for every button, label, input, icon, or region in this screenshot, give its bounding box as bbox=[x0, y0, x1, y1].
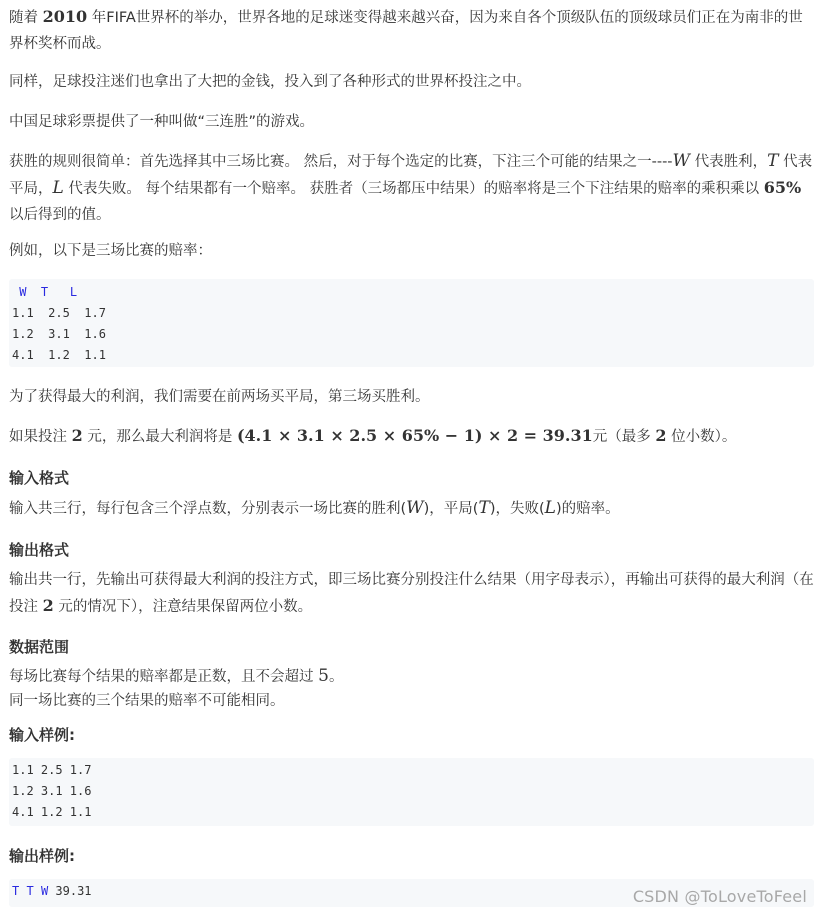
odds-row: 1.1 2.5 1.7 bbox=[12, 306, 106, 320]
profit-formula: (4.1 × 3.1 × 2.5 × 65% − 1) × 2 = 39.31 bbox=[236, 426, 593, 445]
header-l: L bbox=[48, 285, 78, 299]
odds-row: 1.2 3.1 1.6 bbox=[12, 327, 106, 341]
output-format-text: 输出共一行，先输出可获得最大利润的投注方式，即三场比赛分别投注什么结果（用字母表示），再输出可获得的最大利润（在投注 2 元的情况下），注意结果保留两位小数。 bbox=[9, 572, 814, 615]
digits-number: 2 bbox=[655, 426, 667, 445]
odds-example-code bbox=[9, 279, 814, 367]
header-w: W bbox=[12, 285, 27, 299]
sample-input-heading: 输入样例: bbox=[9, 726, 75, 744]
math-l: L bbox=[52, 178, 64, 198]
strategy-paragraph: 为了获得最大的利润，我们需要在前两场买平局，第三场买胜利。 bbox=[9, 389, 430, 405]
percentage: 65% bbox=[763, 178, 802, 197]
sample-output-code: T T W 39.31 bbox=[9, 879, 814, 907]
header-t: T bbox=[26, 285, 49, 299]
csdn-watermark: CSDN @ToLoveToFeel bbox=[632, 887, 807, 906]
stake-number: 2 bbox=[71, 426, 83, 445]
math-w: W bbox=[672, 151, 691, 171]
example-intro: 例如，以下是三场比赛的赔率： bbox=[9, 243, 212, 259]
sample-output-heading: 输出样例: bbox=[9, 847, 75, 865]
data-range-heading: 数据范围 bbox=[9, 638, 70, 656]
math-t: T bbox=[767, 151, 779, 171]
input-format-heading: 输入格式 bbox=[9, 469, 70, 487]
odds-row: 4.1 1.2 1.1 bbox=[12, 348, 106, 362]
intro-paragraph: 随着 2010 年FIFA世界杯的举办，世界各地的足球迷变得越来越兴奋，因为来自各个顶级队伍的顶级球员们正在为南非的世界杯奖杯而战。 bbox=[9, 7, 803, 52]
lottery-paragraph: 中国足球彩票提供了一种叫做“三连胜”的游戏。 bbox=[9, 114, 315, 130]
rules-paragraph: 获胜的规则很简单：首先选择其中三场比赛。 然后，对于每个选定的比赛，下注三个可能的结果之一----W 代表胜利，T 代表平局，L 代表失败。 每个结果都有一个赔率。 获胜者（三场都压中结果）的赔率将是三个下注结果的赔率的乘积乘以 65% 以后得到的值。 bbox=[9, 151, 813, 223]
data-range-text: 每场比赛每个结果的赔率都是正数，且不会超过 5。 同一场比赛的三个结果的赔率不可能相同。 bbox=[9, 666, 344, 709]
output-format-heading: 输出格式 bbox=[9, 541, 70, 559]
betting-paragraph: 同样，足球投注迷们也拿出了大把的金钱，投入到了各种形式的世界杯投注之中。 bbox=[9, 74, 531, 90]
profit-paragraph: 如果投注 2 元，那么最大利润将是 (4.1 × 3.1 × 2.5 × 65% − 1) × 2 = 39.31元（最多 2 位小数）。 bbox=[9, 426, 737, 445]
input-format-text: 输入共三行，每行包含三个浮点数，分别表示一场比赛的胜利(W)，平局(T)，失败(L)的赔率。 bbox=[9, 498, 620, 518]
sample-input-code: 1.1 2.5 1.7 1.2 3.1 1.6 4.1 1.2 1.1 bbox=[9, 758, 814, 826]
year-number: 2010 bbox=[42, 7, 88, 26]
